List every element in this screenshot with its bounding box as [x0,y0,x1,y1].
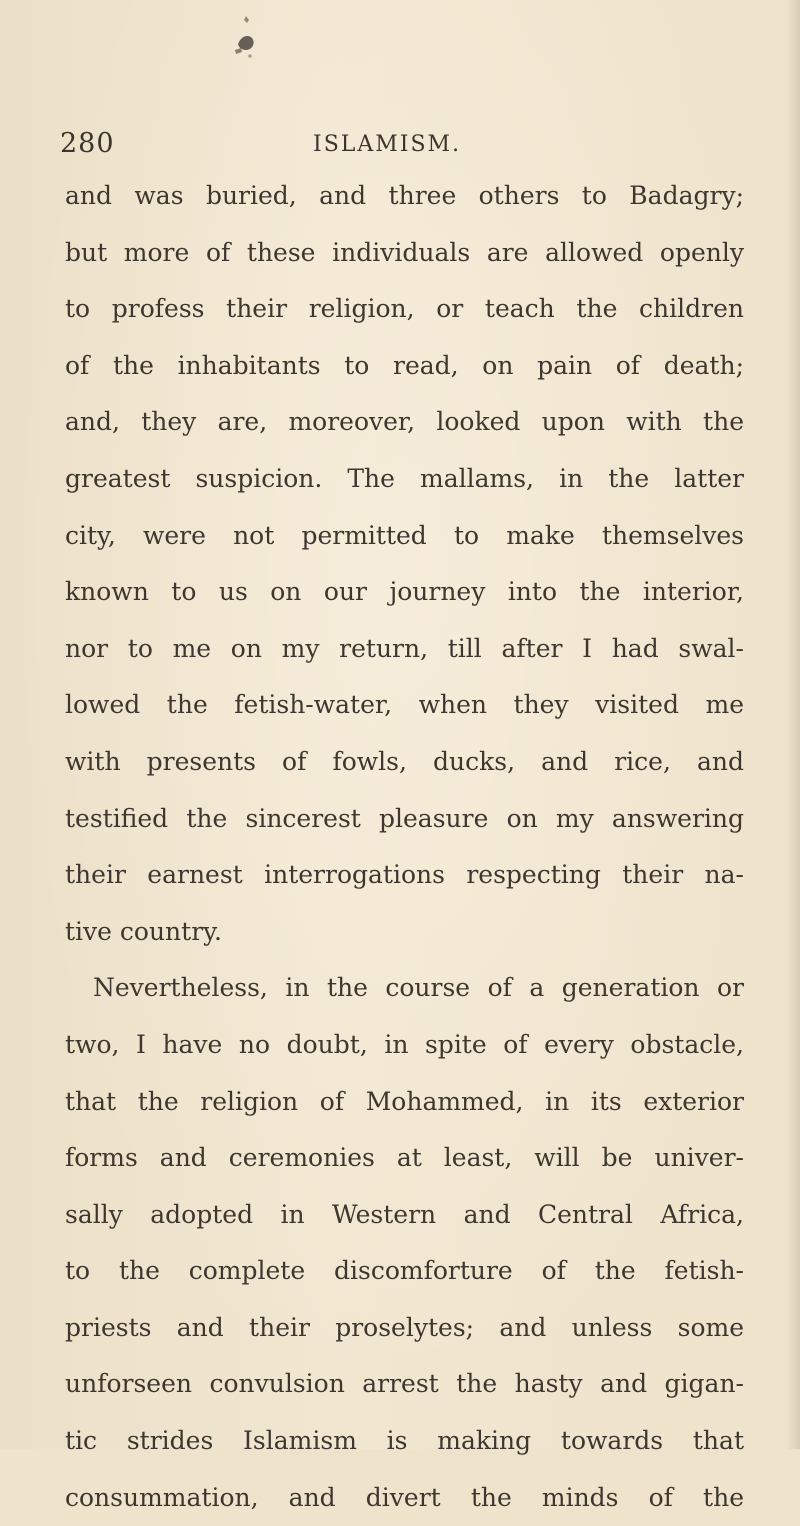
text-line: two, I have no doubt, in spite of every obstacle, [65,1029,744,1059]
text-line: nor to me on my return, till after I had swal- [65,633,744,663]
text-line: that the religion of Mohammed, in its exterior [65,1086,744,1116]
page-number: 280 [60,128,115,159]
text-line: tic strides Islamism is making towards that [65,1426,744,1456]
running-head-title: ISLAMISM. [313,132,462,157]
text-line: but more of these individuals are allowed openly [65,237,744,267]
text-line: city, were not permitted to make themselves [65,520,744,550]
text-line: unforseen convulsion arrest the hasty and gigan- [65,1369,744,1399]
text-line: testified the sincerest pleasure on my answering [65,803,744,833]
text-line: forms and ceremonies at least, will be univer- [65,1143,744,1173]
text-line: of the inhabitants to read, on pain of death; [65,350,744,380]
text-line: sally adopted in Western and Central Africa, [65,1199,744,1229]
text-line: lowed the fetish-water, when they visited me [65,690,744,720]
text-line: and was buried, and three others to Badagry; [65,181,744,210]
printer-ornament-icon [232,14,262,64]
page-edge-shadow [786,0,800,1449]
text-line: to profess their religion, or teach the children [65,294,744,324]
text-line: known to us on our journey into the interior, [65,577,744,607]
paragraph-end-line: tive country. [65,916,222,946]
paragraph-start-line: Nevertheless, in the course of a generation or [93,973,744,1003]
body-text [65,168,744,1526]
text-line: priests and their proselytes; and unless some [65,1312,744,1342]
text-line: consummation, and divert the minds of the [65,1482,744,1512]
text-line: their earnest interrogations respecting their na- [65,860,744,890]
text-line: to the complete discomforture of the fetish- [65,1256,744,1286]
running-head [60,128,760,168]
text-line: and, they are, moreover, looked upon with the [65,407,744,437]
text-line: greatest suspicion. The mallams, in the latter [65,463,744,493]
text-line: with presents of fowls, ducks, and rice, and [65,746,744,776]
